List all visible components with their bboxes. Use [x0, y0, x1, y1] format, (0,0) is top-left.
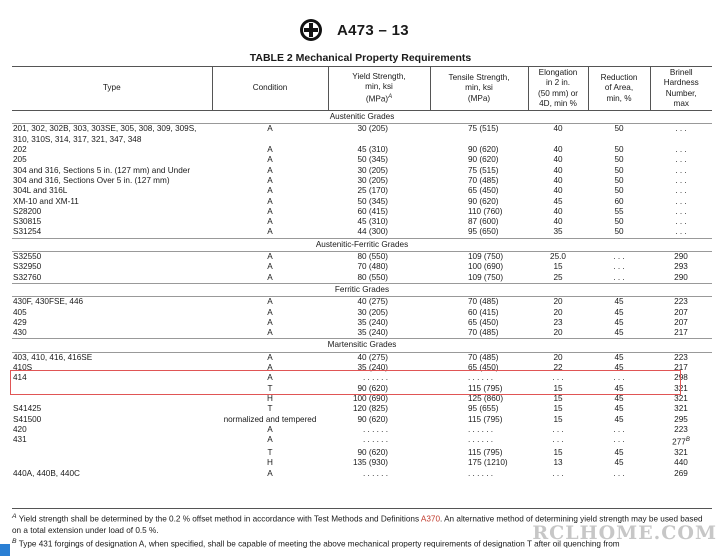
table-row — [12, 297, 712, 308]
table-row — [12, 373, 712, 383]
cell-type: 440A, 440B, 440C — [13, 468, 80, 478]
cell-tensile: . . . . . . — [468, 468, 494, 478]
cell-yield: 30 (205) — [357, 307, 388, 317]
cell-yield: 135 (930) — [352, 458, 388, 468]
cell-yield: 30 (205) — [357, 165, 388, 175]
table-row — [12, 308, 712, 318]
cell-yield: 90 (620) — [357, 414, 388, 424]
cell-tensile: 75 (515) — [468, 124, 499, 134]
cell-condition: A — [267, 206, 273, 216]
cell-elongation: 40 — [553, 186, 563, 196]
footnote-b-marker: B — [685, 437, 690, 444]
cell-reduction: 50 — [614, 217, 624, 227]
cell-brinell: 217 — [674, 328, 688, 338]
cell-yield: 35 (240) — [357, 317, 388, 327]
cell-reduction: . . . — [613, 424, 625, 434]
cell-reduction: 45 — [614, 414, 624, 424]
table-row — [12, 186, 712, 196]
cell-condition: A — [267, 424, 273, 434]
cell-yield: 30 (205) — [357, 124, 388, 134]
table-row — [12, 415, 712, 425]
cell-tensile: 110 (760) — [468, 206, 503, 216]
cell-reduction: 50 — [614, 165, 624, 175]
table-row — [12, 176, 712, 186]
cell-reduction: 50 — [614, 155, 624, 165]
group-header-row — [12, 238, 712, 251]
cell-tensile: 70 (485) — [468, 328, 499, 338]
cell-elongation: 15 — [553, 404, 563, 414]
cell-type: S30815 — [13, 217, 42, 227]
cell-condition: A — [267, 252, 273, 262]
cell-condition: A — [267, 262, 273, 272]
col-header-brinell: Brinell Hardness Number, max — [650, 67, 712, 111]
astm-logo-icon — [299, 18, 323, 42]
cell-condition: A — [267, 328, 273, 338]
cell-reduction: . . . — [613, 373, 625, 383]
cell-type: 430F, 430FSE, 446 — [13, 297, 84, 307]
cell-brinell: . . . — [675, 217, 687, 227]
cell-elongation: 15 — [553, 262, 563, 272]
cell-condition: A — [267, 435, 273, 445]
cell-brinell: . . . — [675, 206, 687, 216]
cell-tensile: . . . . . . — [468, 373, 494, 383]
cell-reduction: . . . — [613, 272, 625, 282]
cell-elongation: 40 — [553, 155, 563, 165]
cell-reduction: 55 — [614, 206, 624, 216]
table-row — [12, 469, 712, 479]
cell-condition: T — [267, 404, 273, 414]
cell-elongation: 23 — [553, 317, 563, 327]
table-row — [12, 124, 712, 145]
cell-elongation: . . . — [552, 424, 564, 434]
cell-tensile: 100 (690) — [468, 262, 504, 272]
cell-elongation: 25 — [553, 272, 563, 282]
cell-brinell: . . . — [675, 227, 687, 237]
cell-elongation: 40 — [553, 217, 563, 227]
cell-brinell: $277^B$ — [672, 437, 690, 447]
cell-elongation: 22 — [553, 363, 563, 373]
cell-condition: A — [267, 186, 273, 196]
cell-condition: A — [267, 155, 273, 165]
cell-tensile: 90 (620) — [468, 145, 499, 155]
cell-yield: 60 (415) — [357, 206, 388, 216]
cell-condition: T — [267, 383, 273, 393]
cell-condition: H — [267, 458, 273, 468]
cell-reduction: 50 — [614, 186, 624, 196]
cell-type: 205 — [13, 155, 27, 165]
footnote-b: $^B$ Type 431 forgings of designation A, when specified, shall be capable of meeting the above mechanical property requirements of designation T after oil quenching from — [12, 537, 620, 549]
footnote-a: $^A$ Yield strength shall be determined by the 0.2 % offset method in accordance with Test Methods and Definitions A370. An alternative method of determining yield strength may be used based on a total extension under load of 0.5 %. — [12, 513, 703, 535]
cell-brinell: 207 — [674, 317, 688, 327]
table-row — [12, 404, 712, 414]
col-header-elongation: Elongation in 2 in. (50 mm) or 4D, min % — [528, 67, 588, 111]
table-row — [12, 435, 712, 448]
cell-reduction: . . . — [613, 262, 625, 272]
table-row — [12, 155, 712, 165]
cell-brinell: 293 — [674, 262, 688, 272]
col-header-tensile: Tensile Strength, min, ksi (MPa) — [430, 67, 528, 111]
table-row — [12, 217, 712, 227]
cell-reduction: 50 — [614, 145, 624, 155]
cell-brinell: . . . — [675, 186, 687, 196]
cell-type: S32550 — [13, 252, 42, 262]
cell-brinell: 223 — [674, 352, 688, 362]
cell-type — [12, 394, 212, 404]
cell-elongation: 40 — [553, 124, 563, 134]
cell-reduction: 45 — [614, 307, 624, 317]
cell-yield: 45 (310) — [357, 217, 388, 227]
cell-yield: . . . . . . — [362, 373, 388, 383]
cell-tensile: 95 (655) — [468, 404, 499, 414]
group-title: Martensitic Grades — [12, 339, 712, 352]
cell-type: S41425 — [13, 404, 42, 414]
cell-condition: A — [267, 217, 273, 227]
cell-tensile: 70 (485) — [468, 297, 499, 307]
cell-brinell: . . . — [675, 145, 687, 155]
cell-reduction: 45 — [614, 393, 624, 403]
cell-reduction: . . . — [613, 468, 625, 478]
col-header-condition: Condition — [212, 67, 328, 111]
cell-condition: A — [267, 272, 273, 282]
cell-reduction: 45 — [614, 404, 624, 414]
cell-brinell: 440 — [674, 458, 688, 468]
table-header-row — [12, 67, 712, 111]
table-row — [12, 425, 712, 435]
cell-yield: 120 (825) — [352, 404, 388, 414]
cell-elongation: . . . — [552, 373, 564, 383]
cell-tensile: 115 (795) — [468, 383, 503, 393]
document-header — [0, 12, 721, 52]
cell-yield: 25 (170) — [357, 186, 388, 196]
cell-tensile: 109 (750) — [468, 252, 504, 262]
cell-brinell: . . . — [675, 155, 687, 165]
cell-elongation: 15 — [553, 393, 563, 403]
cell-brinell: . . . — [675, 165, 687, 175]
cell-type: 403, 410, 416, 416SE — [13, 352, 93, 362]
table-row — [12, 328, 712, 339]
cell-condition: A — [267, 307, 273, 317]
cell-tensile: 65 (450) — [468, 363, 499, 373]
cell-brinell: 290 — [674, 272, 688, 282]
table-row — [12, 384, 712, 394]
cell-type: 430 — [13, 328, 27, 338]
cell-reduction: 45 — [614, 352, 624, 362]
cell-brinell: . . . — [675, 175, 687, 185]
cell-type: 304L and 316L — [13, 186, 68, 196]
cell-reduction: 50 — [614, 124, 624, 134]
table-row — [12, 448, 712, 458]
cell-tensile: 65 (450) — [468, 186, 499, 196]
cell-brinell: 321 — [674, 448, 688, 458]
cell-elongation: 20 — [553, 352, 563, 362]
cell-tensile: 87 (600) — [468, 217, 499, 227]
cell-yield: 30 (205) — [357, 175, 388, 185]
cell-type — [12, 458, 212, 468]
cell-tensile: 175 (1210) — [468, 458, 508, 468]
cell-tensile: 90 (620) — [468, 155, 499, 165]
cell-reduction: 45 — [614, 317, 624, 327]
cell-yield: 50 (345) — [357, 155, 388, 165]
cell-elongation: 15 — [553, 448, 563, 458]
cell-brinell: 223 — [674, 424, 688, 434]
cell-type: S28200 — [13, 206, 42, 216]
table-row — [12, 262, 712, 272]
cell-yield: . . . . . . — [362, 424, 388, 434]
cell-brinell: . . . — [675, 124, 687, 134]
cell-brinell: 290 — [674, 252, 688, 262]
cell-type: S31254 — [13, 227, 42, 237]
cell-reduction: 45 — [614, 363, 624, 373]
cell-condition: T — [267, 448, 273, 458]
cell-elongation: 25.0 — [550, 252, 566, 262]
cell-brinell: 321 — [674, 383, 688, 393]
cell-yield: 40 (275) — [357, 352, 388, 362]
cell-condition: A — [267, 468, 273, 478]
cell-reduction: 50 — [614, 227, 624, 237]
cell-type: 414 — [13, 373, 27, 383]
group-header-row — [12, 339, 712, 352]
cell-tensile: 95 (650) — [468, 227, 499, 237]
cell-elongation: 20 — [553, 328, 563, 338]
cell-tensile: 109 (750) — [468, 272, 504, 282]
cell-condition: A — [267, 297, 273, 307]
cell-type: XM-10 and XM-11 — [13, 196, 79, 206]
cell-brinell: 207 — [674, 307, 688, 317]
corner-tab — [0, 544, 10, 556]
cell-reduction: 45 — [614, 328, 624, 338]
cell-reduction: 60 — [614, 196, 624, 206]
group-title: Austenitic-Ferritic Grades — [12, 238, 712, 251]
col-header-type: Type — [12, 67, 212, 111]
cell-type: 304 and 316, Sections 5 in. (127 mm) and Under — [13, 165, 191, 175]
cell-elongation: 20 — [553, 297, 563, 307]
table-row — [12, 363, 712, 373]
cell-condition: A — [267, 317, 273, 327]
cell-brinell: 298 — [674, 373, 688, 383]
cell-yield: 80 (550) — [357, 252, 388, 262]
cell-elongation: 40 — [553, 175, 563, 185]
cell-yield: 40 (275) — [357, 297, 388, 307]
cell-elongation: 35 — [553, 227, 563, 237]
cell-yield: 35 (240) — [357, 328, 388, 338]
cell-elongation: 40 — [553, 145, 563, 155]
cell-reduction: 50 — [614, 175, 624, 185]
cell-elongation: 15 — [553, 383, 563, 393]
cell-type: 201, 302, 302B, 303, 303SE, 305, 308, 309, 309S, 310, 310S, 314, 317, 321, 347, 348 — [13, 124, 197, 144]
cell-yield: . . . . . . — [362, 435, 388, 445]
table-body — [12, 111, 712, 479]
cell-type: 304 and 316, Sections Over 5 in. (127 mm) — [13, 175, 170, 185]
cell-elongation: 20 — [553, 307, 563, 317]
cell-yield: 80 (550) — [357, 272, 388, 282]
table-row — [12, 458, 712, 468]
cell-brinell: 321 — [674, 393, 688, 403]
cell-type — [12, 384, 212, 394]
cell-yield: 45 (310) — [357, 145, 388, 155]
cell-yield: 90 (620) — [357, 383, 388, 393]
cell-elongation: 40 — [553, 206, 563, 216]
standard-designation: A473 – 13 — [337, 22, 409, 39]
cell-type: S32950 — [13, 262, 42, 272]
group-header-row — [12, 111, 712, 124]
cell-condition: normalized and tempered — [223, 414, 317, 424]
table-row — [12, 207, 712, 217]
cell-yield: 44 (300) — [357, 227, 388, 237]
table-row — [12, 318, 712, 328]
cell-brinell: 217 — [674, 363, 688, 373]
table-row — [12, 145, 712, 155]
cell-condition: A — [267, 145, 273, 155]
cell-tensile: 70 (485) — [468, 175, 499, 185]
cell-brinell: 269 — [674, 468, 688, 478]
a370-link[interactable]: A370 — [420, 514, 440, 524]
cell-elongation: . . . — [552, 468, 564, 478]
cell-yield: 100 (690) — [352, 393, 388, 403]
cell-tensile: 115 (795) — [468, 448, 503, 458]
cell-condition: A — [267, 352, 273, 362]
table-row — [12, 273, 712, 284]
table-row — [12, 227, 712, 238]
cell-elongation: 45 — [553, 196, 563, 206]
cell-brinell: 295 — [674, 414, 688, 424]
cell-tensile: 125 (860) — [468, 393, 504, 403]
cell-yield: 90 (620) — [357, 448, 388, 458]
cell-type: 420 — [13, 424, 27, 434]
mechanical-property-table — [12, 66, 712, 479]
cell-brinell: 321 — [674, 404, 688, 414]
cell-yield: 35 (240) — [357, 363, 388, 373]
cell-tensile: 115 (795) — [468, 414, 503, 424]
table-row — [12, 394, 712, 404]
table-row — [12, 352, 712, 363]
cell-type — [12, 448, 212, 458]
cell-condition: A — [267, 373, 273, 383]
cell-yield: . . . . . . — [362, 468, 388, 478]
cell-condition: A — [267, 363, 273, 373]
cell-elongation: 13 — [553, 458, 563, 468]
cell-brinell: 223 — [674, 297, 688, 307]
table-row — [12, 252, 712, 263]
cell-reduction: . . . — [613, 252, 625, 262]
cell-brinell: . . . — [675, 196, 687, 206]
col-header-reduction: Reduction of Area, min, % — [588, 67, 650, 111]
table-title: TABLE 2 Mechanical Property Requirements — [249, 52, 472, 64]
cell-elongation: 15 — [553, 414, 563, 424]
cell-reduction: 45 — [614, 383, 624, 393]
cell-type: 202 — [13, 145, 27, 155]
cell-elongation: . . . — [552, 435, 564, 445]
cell-reduction: 45 — [614, 458, 624, 468]
cell-yield: 70 (480) — [357, 262, 388, 272]
group-header-row — [12, 283, 712, 296]
cell-condition: H — [267, 393, 273, 403]
cell-type: 429 — [13, 317, 27, 327]
cell-condition: A — [267, 196, 273, 206]
cell-yield: 50 (345) — [357, 196, 388, 206]
cell-type: 405 — [13, 307, 27, 317]
cell-type: 431 — [13, 435, 27, 445]
col-header-yield: Yield Strength, min, ksi (MPa)$^A$ — [328, 67, 430, 111]
group-title: Austenitic Grades — [12, 111, 712, 124]
cell-condition: A — [267, 165, 273, 175]
group-title: Ferritic Grades — [12, 283, 712, 296]
cell-tensile: 60 (415) — [468, 307, 499, 317]
cell-tensile: 65 (450) — [468, 317, 499, 327]
cell-reduction: 45 — [614, 297, 624, 307]
cell-condition: A — [267, 175, 273, 185]
table-row — [12, 197, 712, 207]
cell-tensile: 70 (485) — [468, 352, 499, 362]
cell-type: S41500 — [13, 414, 42, 424]
cell-reduction: 45 — [614, 448, 624, 458]
table-row — [12, 166, 712, 176]
cell-elongation: 40 — [553, 165, 563, 175]
cell-reduction: . . . — [613, 435, 625, 445]
cell-condition: A — [267, 227, 273, 237]
cell-tensile: 90 (620) — [468, 196, 499, 206]
cell-tensile: . . . . . . — [468, 435, 494, 445]
cell-tensile: . . . . . . — [468, 424, 494, 434]
watermark: RCLHOME.COM — [532, 522, 717, 544]
cell-type: 410S — [13, 363, 33, 373]
cell-condition: A — [267, 124, 273, 134]
cell-tensile: 75 (515) — [468, 165, 499, 175]
cell-type: S32760 — [13, 272, 42, 282]
